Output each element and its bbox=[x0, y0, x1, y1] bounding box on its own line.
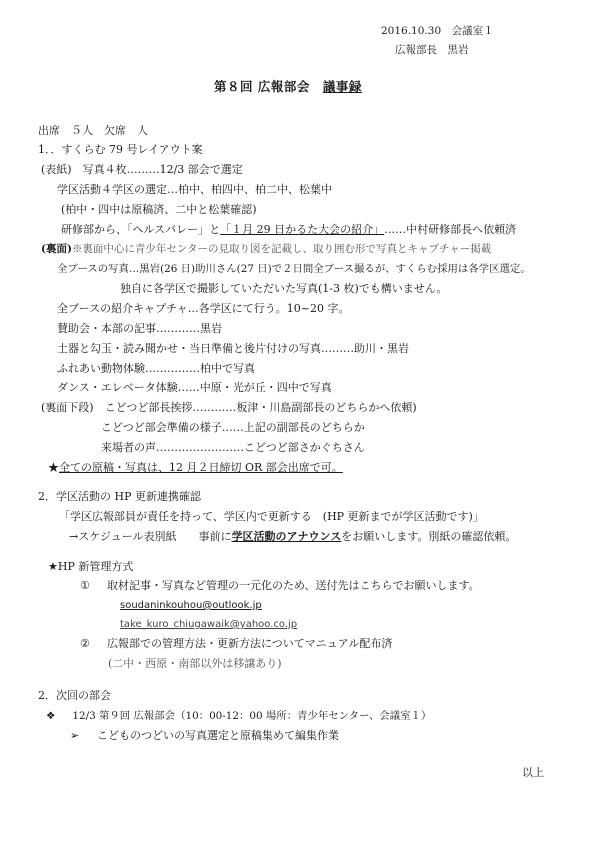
deadline-text: 全ての原稿・写真は、12 月２日締切 OR 部会出席で可。 bbox=[59, 461, 343, 474]
schedule-line bbox=[69, 530, 516, 544]
next-meeting-text: 12/3 第９回 広報部会（10：00-12：00 場所：青少年センター、会議室１） bbox=[72, 710, 432, 722]
star-icon: ★ bbox=[48, 461, 59, 474]
title-main: 議事録 bbox=[322, 79, 362, 94]
email-1[interactable]: soudaninkouhou@outlook.jp bbox=[120, 600, 262, 611]
number-one-icon: ① bbox=[80, 579, 90, 592]
section2-heading: 2．学区活動の HP 更新連携確認 bbox=[38, 490, 201, 503]
lower-label: (裏面下段) bbox=[41, 401, 94, 414]
back-label: (裏面) bbox=[41, 243, 72, 255]
attendance: 出席 ５人 欠席 人 bbox=[38, 124, 148, 137]
schedule-pre: →スケジュール表別紙 事前に bbox=[69, 530, 232, 543]
hp-item-1-text: 取材記事・写真など管理の一元化のため、送付先はこちらでお願いします。 bbox=[107, 579, 480, 592]
booth-line-1: 全ブースの写真…黒岩(26 日)助川さん(27 日)で２日間全ブース撮るが、すくらむ採用は各学区選定。 bbox=[57, 263, 531, 275]
task-line bbox=[70, 729, 339, 743]
closing: 以上 bbox=[522, 766, 544, 779]
hp-mgmt-heading: ★HP 新管理方式 bbox=[48, 560, 134, 573]
hp-item-1 bbox=[80, 579, 480, 593]
task-text: こどものつどいの写真選定と原稿集めて編集作業 bbox=[97, 729, 339, 742]
lower-item-1: こどつど部長挨拶…………板津・川島副部長のどちらかへ依頼) bbox=[104, 401, 417, 414]
next-meeting-line bbox=[46, 709, 431, 723]
hp-item-2-text: 広報部での管理方法・更新方法についてマニュアル配布済 bbox=[107, 637, 393, 650]
back-body: ※裏面中心に青少年センターの見取り図を記載し、取り囲む形で写真とキャプチャー掲載 bbox=[71, 243, 492, 255]
booth-line-2: 独自に各学区で撮影していただいた写真(1-3 枚)でも構いません。 bbox=[120, 282, 448, 295]
hp-quote: 「学区広報部員が責任を持って、学区内で更新する (HP 更新までが学区活動です)」 bbox=[59, 510, 484, 523]
school-select-line: 学区活動４学区の選定…柏中、柏四中、柏二中、松葉中 bbox=[57, 183, 332, 196]
lower-line-1 bbox=[41, 401, 417, 415]
arrow-bullet-icon: ➢ bbox=[70, 729, 80, 742]
schedule-highlight: 学区活動のアナウンス bbox=[231, 530, 342, 543]
back-line bbox=[41, 242, 491, 256]
deadline-line bbox=[48, 461, 343, 475]
school-note-line: (柏中・四中は原稿済、二中と松葉確認) bbox=[61, 203, 257, 216]
hp-item-2 bbox=[80, 637, 392, 651]
date-room: 2016.10.30 会議室１ bbox=[381, 25, 494, 37]
lower-line-3: 来場者の声……………………こどつど部さかぐちさん bbox=[101, 441, 365, 454]
instruments-line: 土器と勾玉・読み聞かせ・当日準備と後片付けの写真………助川・黒岩 bbox=[57, 342, 409, 355]
diamond-bullet-icon: ❖ bbox=[46, 710, 56, 722]
research-highlight: 「１月 29 日かるた大会の紹介」 bbox=[220, 223, 385, 236]
email-2[interactable]: take_kuro_chiugawaik@yahoo.co.jp bbox=[120, 619, 298, 630]
section1-heading: 1．．すくらむ 79 号レイアウト案 bbox=[38, 143, 203, 156]
animals-line: ふれあい動物体験……………柏中で写真 bbox=[57, 362, 255, 375]
research-post: ……中村研修部長へ依頼済 bbox=[384, 223, 517, 236]
support-line: 賛助会・本部の記事…………黒岩 bbox=[57, 322, 222, 335]
research-line bbox=[61, 223, 516, 237]
number-two-icon: ② bbox=[80, 637, 90, 650]
schedule-post: をお願いします。別紙の確認依頼。 bbox=[341, 530, 517, 543]
booth-caption-line: 全ブースの紹介キャプチャ…各学区にて行う。10~20 字。 bbox=[57, 302, 350, 315]
section3-heading: 2．次回の部会 bbox=[38, 689, 111, 702]
cover-line: (表紙) 写真４枚………12/3 部会で選定 bbox=[41, 163, 243, 176]
author: 広報部長 黒岩 bbox=[395, 44, 469, 56]
page-title bbox=[214, 80, 362, 94]
lower-line-2: こどつど部会準備の様子……上記の副部長のどちらか bbox=[101, 421, 365, 434]
dance-line: ダンス・エレベータ体験……中原・光が丘・四中で写真 bbox=[57, 381, 332, 394]
title-prefix: 第８回 広報部会 bbox=[214, 79, 323, 94]
research-pre: 研修部から、「ヘルスパレー」と bbox=[61, 223, 221, 236]
hp-item-2-note: (二中・西原・南部以外は移譲あり) bbox=[108, 657, 282, 670]
